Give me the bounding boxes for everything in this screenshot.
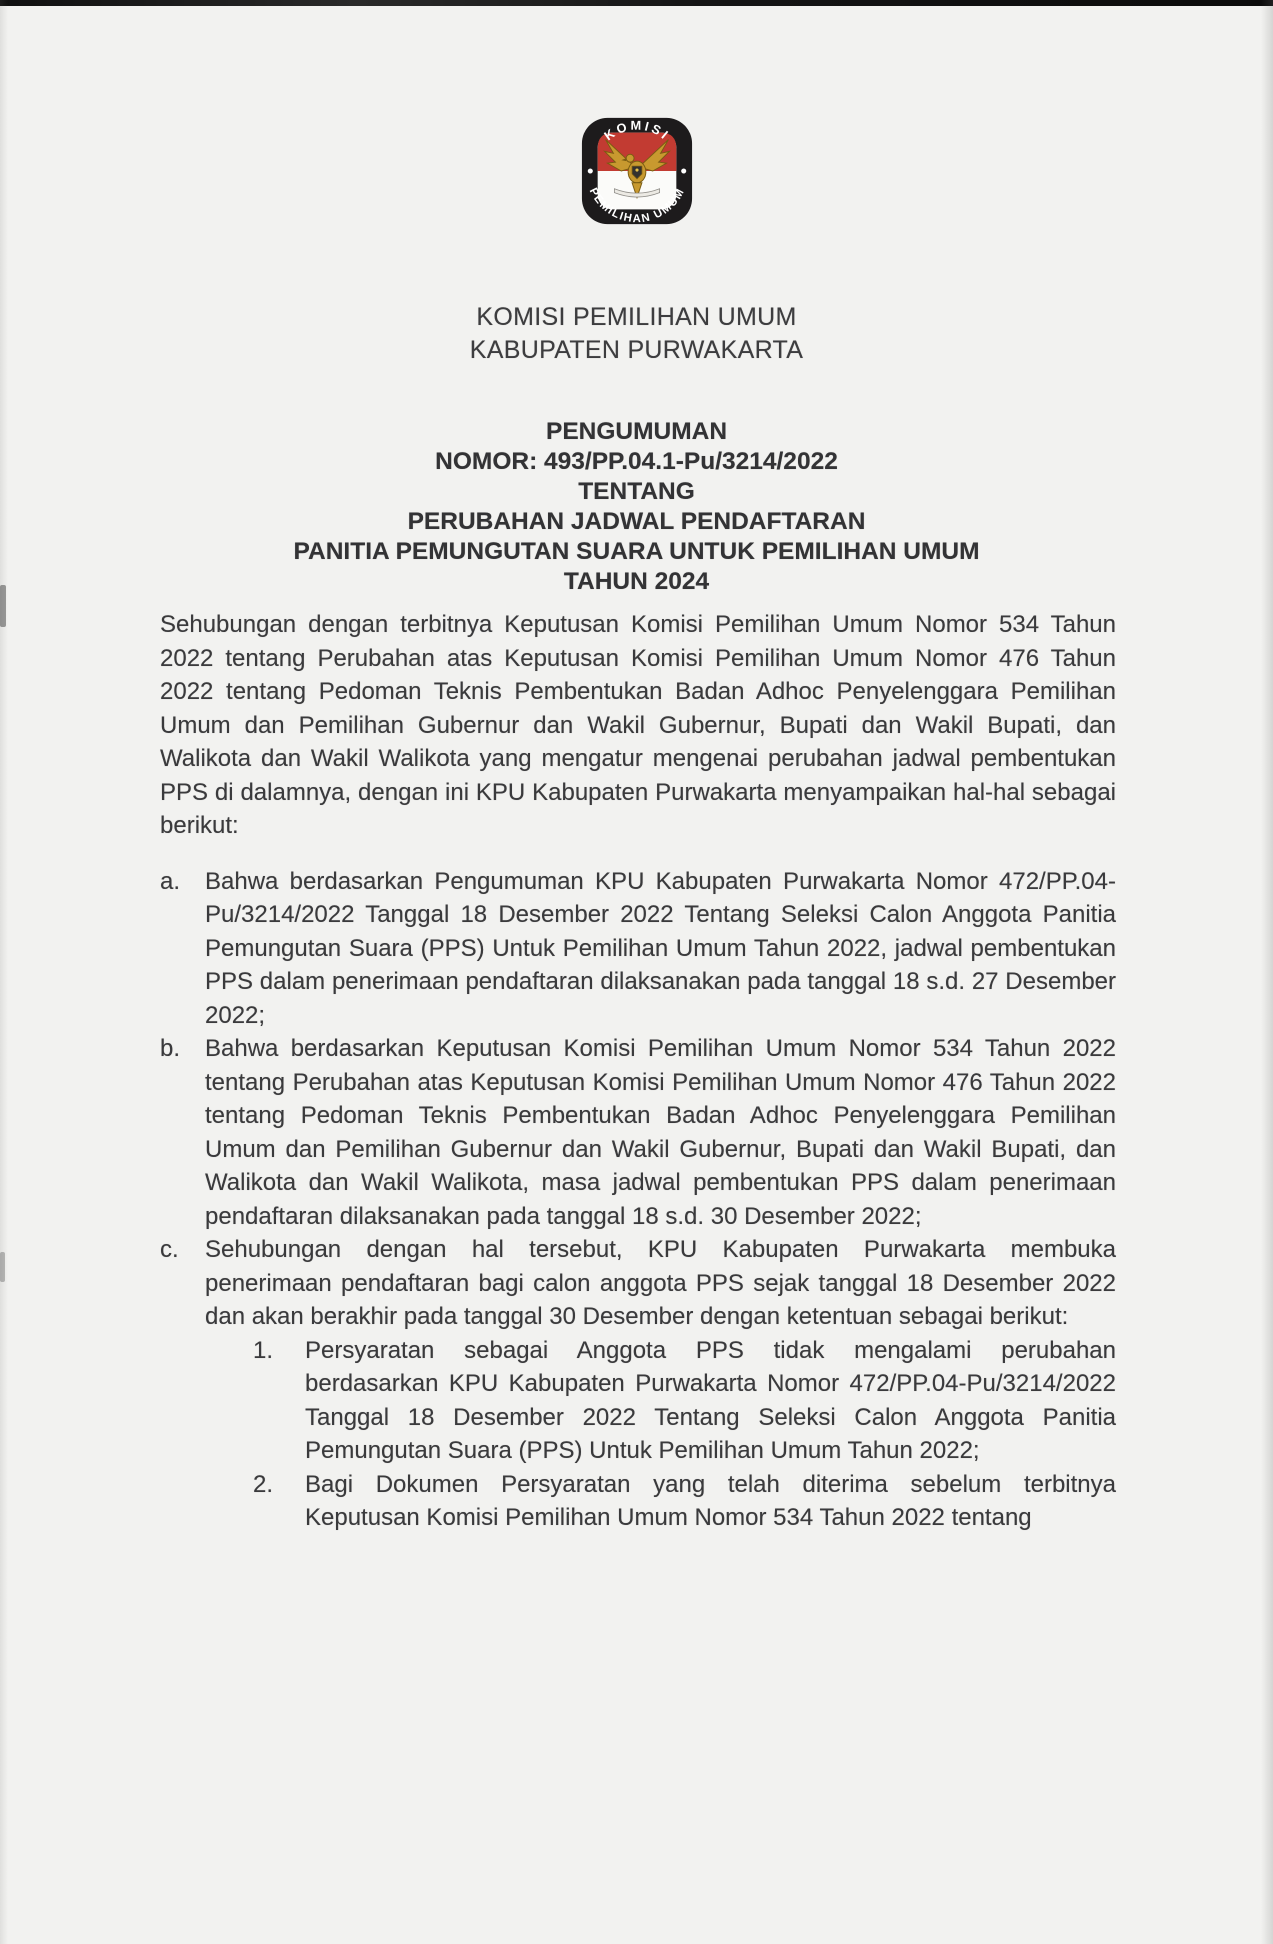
title-tentang: TENTANG bbox=[578, 478, 695, 505]
document-body bbox=[160, 608, 1116, 1535]
list-item-label: a. bbox=[160, 867, 181, 895]
list-item bbox=[160, 865, 1116, 1033]
organization-header bbox=[0, 301, 1273, 367]
title-year: TAHUN 2024 bbox=[563, 568, 710, 595]
title-pengumuman: PENGUMUMAN bbox=[545, 418, 728, 445]
sublist-item-text: Persyaratan sebagai Anggota PPS tidak mengalami perubahan berdasarkan KPU Kabupaten Purwakarta Nomor 472/PP.04-Pu/3214/2022 Tanggal 18 Desember 2022 Tentang Seleksi Calon Anggota Panitia Pemungutan Suara (PPS) Untuk Pemilihan Umum Tahun 2022; bbox=[305, 1336, 1116, 1464]
title-subject-line2: PANITIA PEMUNGUTAN SUARA UNTUK PEMILIHAN UMUM bbox=[293, 538, 980, 565]
logo-komisi-arc-text: KOMISI bbox=[600, 117, 673, 144]
list-item bbox=[160, 1032, 1116, 1233]
sublist-item-label: 1. bbox=[253, 1336, 274, 1364]
logo-pemilihan-arc-text: PEMILIHAN UMUM bbox=[586, 186, 687, 226]
sublist-item bbox=[205, 1334, 1116, 1468]
scan-artifact bbox=[0, 1252, 5, 1282]
kpu-logo bbox=[0, 112, 1273, 230]
title-nomor: NOMOR: 493/PP.04.1-Pu/3214/2022 bbox=[435, 448, 838, 475]
list-item-label: b. bbox=[160, 1035, 181, 1062]
org-name-line1: KOMISI PEMILIHAN UMUM bbox=[476, 303, 797, 331]
list-item-text: Sehubungan dengan hal tersebut, KPU Kabupaten Purwakarta membuka penerimaan pendaftaran bagi calon anggota PPS sejak tanggal 18 Desember 2022 dan akan berakhir pada tanggal 30 Desember dengan ketentuan sebagai berikut: bbox=[205, 1236, 1116, 1330]
kpu-logo-icon bbox=[570, 112, 704, 230]
announcement-title-block bbox=[0, 417, 1273, 597]
intro-paragraph: Sehubungan dengan terbitnya Keputusan Komisi Pemilihan Umum Nomor 534 Tahun 2022 tentang Perubahan atas Keputusan Komisi Pemilihan Umum Nomor 476 Tahun 2022 tentang Pedoman Teknis Pembentukan Badan Adhoc Penyelenggara Pemilihan Umum dan Pemilihan Gubernur dan Wakil Gubernur, Bupati dan Wakil Bupati, dan Walikota dan Wakil Walikota yang mengatur mengenai perubahan jadwal pembentukan PPS di dalamnya, dengan ini KPU Kabupaten Purwakarta menyampaikan hal-hal sebagai berikut: bbox=[160, 611, 1116, 839]
scan-edge-artifact bbox=[0, 0, 1273, 6]
scan-edge-shadow-left bbox=[0, 0, 8, 1944]
list-item-content bbox=[205, 1233, 1116, 1535]
numbered-subitem-list bbox=[205, 1334, 1116, 1535]
sublist-item-label: 2. bbox=[253, 1470, 274, 1498]
sublist-item-text: Bagi Dokumen Persyaratan yang telah diterima sebelum terbitnya Keputusan Komisi Pemilihan Umum Nomor 534 Tahun 2022 tentang bbox=[305, 1470, 1116, 1531]
list-item-text: Bahwa berdasarkan Keputusan Komisi Pemilihan Umum Nomor 534 Tahun 2022 tentang Perubahan atas Keputusan Komisi Pemilihan Umum Nomor 476 Tahun 2022 tentang Pedoman Teknis Pembentukan Badan Adhoc Penyelenggara Pemilihan Umum dan Pemilihan Gubernur dan Wakil Gubernur, Bupati dan Wakil Bupati, dan Walikota dan Wakil Walikota, masa jadwal pembentukan PPS dalam penerimaan pendaftaran dilaksanakan pada tanggal 18 s.d. 30 Desember 2022; bbox=[205, 1035, 1116, 1230]
list-item-label: c. bbox=[160, 1236, 179, 1263]
scan-edge-shadow-right bbox=[1261, 0, 1273, 1944]
title-subject-line1: PERUBAHAN JADWAL PENDAFTARAN bbox=[407, 508, 866, 535]
lettered-item-list bbox=[160, 865, 1116, 1535]
list-item-text: Bahwa berdasarkan Pengumuman KPU Kabupaten Purwakarta Nomor 472/PP.04-Pu/3214/2022 Tanggal 18 Desember 2022 Tentang Seleksi Calon Anggota Panitia Pemungutan Suara (PPS) Untuk Pemilihan Umum Tahun 2022, jadwal pembentukan PPS dalam penerimaan pendaftaran dilaksanakan pada tanggal 18 s.d. 27 Desember 2022; bbox=[205, 867, 1116, 1029]
list-item bbox=[160, 1233, 1116, 1535]
org-name-line2: KABUPATEN PURWAKARTA bbox=[469, 336, 804, 364]
sublist-item bbox=[205, 1468, 1116, 1535]
